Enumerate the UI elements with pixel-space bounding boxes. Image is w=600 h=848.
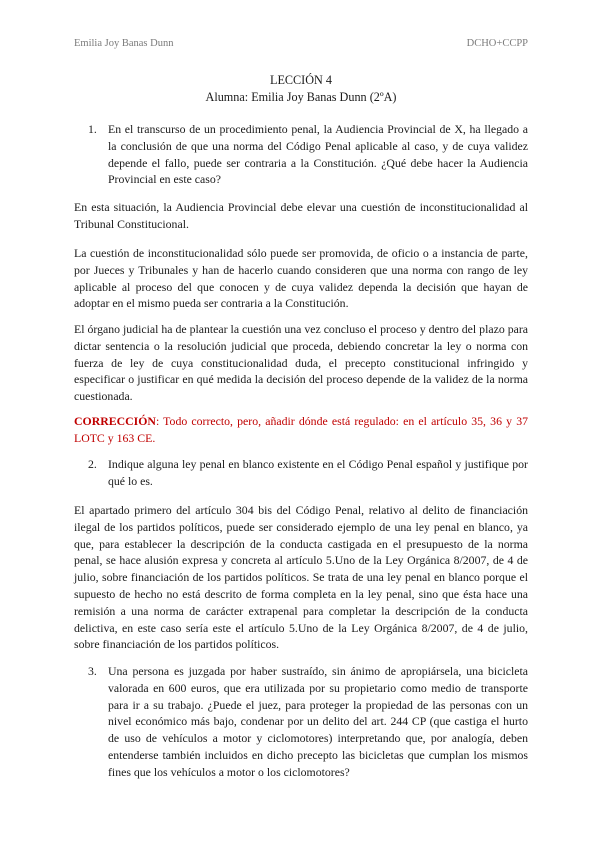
- answer-1-paragraph-2: La cuestión de inconstitucionalidad sólo puede ser promovida, de oficio o a instancia de parte, por Jueces y Tribunales y han de hacerlo cuando consideren que una norma con rango de ley aplicable al proceso del que conocen y de cuya validez dependa la decisión que hayan de adoptar en el mismo pueda ser contraria a la Constitución.: [74, 246, 528, 311]
- correction-note: [74, 413, 528, 447]
- question-3-text: Una persona es juzgada por haber sustraído, sin ánimo de apropiársela, una bicicleta valorada en 600 euros, que era utilizada por su propietario como medio de transporte para ir a su trabajo. ¿Puede el juez, para proteger la propiedad de las personas con un nivel económico más bajo, condenar por un delito del art. 244 CP (que castiga el hurto de uso de vehículos a motor y ciclomotores) interpretando que, por analogía, deben entenderse también incluidos en dicho precepto las bicicletas que cumplan los mismos fines que los vehículos a motor o los ciclomotores?: [108, 664, 528, 779]
- answer-1-paragraph-1: En esta situación, la Audiencia Provincial debe elevar una cuestión de inconstitucionalidad al Tribunal Constitucional.: [74, 200, 528, 231]
- student-name: Alumna: Emilia Joy Banas Dunn (2ºA): [205, 90, 397, 104]
- question-2-text: Indique alguna ley penal en blanco existente en el Código Penal español y justifique por qué lo es.: [108, 457, 528, 488]
- answer-1-paragraph-3: El órgano judicial ha de plantear la cuestión una vez concluso el proceso y dentro del plazo para dictar sentencia o la resolución judicial que proceda, debiendo concretar la ley o norma con fuerza de ley de cuya constitucionalidad duda, el precepto constitucional infringido y especificar o justificar en qué medida la decisión del proceso depende de la validez de la norma cuestionada.: [74, 322, 528, 404]
- correction-label: CORRECCIÓN: [74, 414, 156, 428]
- header-course: DCHO+CCPP: [466, 38, 528, 49]
- answer-2-paragraph-1: El apartado primero del artículo 304 bis del Código Penal, relativo al delito de financiación ilegal de los partidos políticos, puede ser considerado ejemplo de una ley penal en blanco, ya que, para establecer la descripción de la conducta castigada en el presupuesto de la norma penal, se hace alusión expresa y concreta al artículo 5.Uno de la Ley Orgánica 8/2007, de 4 de julio, sobre financiación de los partidos políticos. Se trata de una ley penal en blanco porque el supuesto de hecho no está descrito de forma completa en la ley penal, sino que ésta hace una remisión a una norma de carácter extrapenal para completar la descripción de la conducta delictiva, en este caso sería este el artículo 5.Uno de la Ley Orgánica 8/2007, de 4 de julio, sobre financiación de los partidos políticos.: [74, 503, 528, 652]
- question-2-number: 2.: [88, 457, 97, 471]
- header-author: Emilia Joy Banas Dunn: [74, 38, 174, 49]
- question-1-text: En el transcurso de un procedimiento penal, la Audiencia Provincial de X, ha llegado a la conclusión de que una norma del Código Penal aplicable al caso, y de cuya validez depende el fallo, puede ser contraria a la Constitución. ¿Qué debe hacer la Audiencia Provincial en este caso?: [108, 122, 528, 187]
- question-1-number: 1.: [88, 122, 97, 136]
- question-2: [88, 456, 528, 490]
- title-block: [74, 72, 528, 106]
- question-3: [88, 663, 528, 781]
- question-1: [88, 121, 528, 188]
- lesson-title: LECCIÓN 4: [270, 73, 332, 87]
- correction-text: : Todo correcto, pero, añadir dónde está regulado: en el artículo 35, 36 y 37 LOTC y 163 CE.: [74, 414, 528, 445]
- question-3-number: 3.: [88, 664, 97, 678]
